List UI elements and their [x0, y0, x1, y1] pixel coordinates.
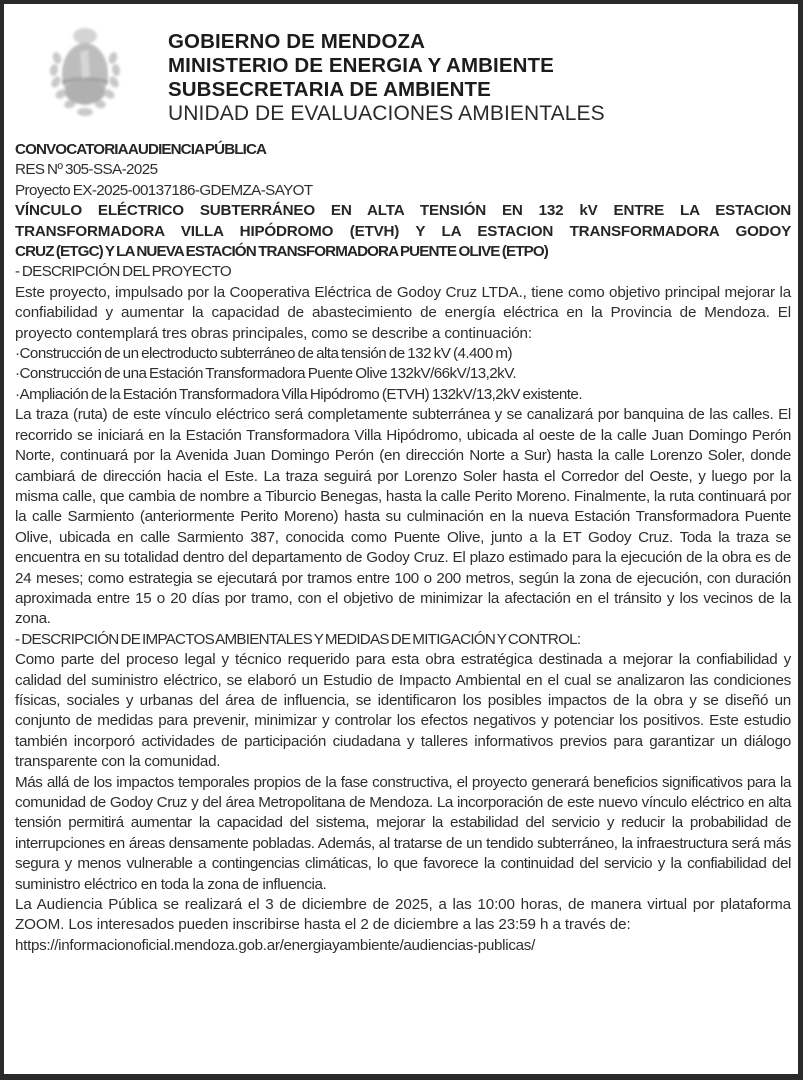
issuing-authority: [168, 30, 605, 126]
mendoza-coat-of-arms-icon: [46, 22, 124, 122]
notice-body: [15, 140, 791, 956]
hearing-details-paragraph: La Audiencia Pública se realizará el 3 de diciembre de 2025, a las 10:00 horas, de manera virtual por plataforma ZOOM. Los interesados pueden inscribirse hasta el 2 de diciembre a las 23:59 h a través de:: [15, 896, 791, 934]
project-code: Proyecto EX-2025-00137186-GDEMZA-SAYOT: [15, 181, 313, 199]
government-name: GOBIERNO DE MENDOZA: [168, 30, 426, 53]
project-title-line: TRANSFORMADORA VILLA HIPÓDROMO (ETVH) Y LA ESTACION TRANSFORMADORA GODOY: [15, 222, 791, 240]
project-intro-paragraph: Este proyecto, impulsado por la Cooperativa Eléctrica de Godoy Cruz LTDA., tiene como objetivo principal mejorar la confiabilidad y aumentar la capacidad de abastecimiento de energía eléctrica en la Provincia de Mendoza. El proyecto contemplará tres obras principales, como se describe a continuación:: [15, 283, 791, 342]
subsecretariat-name: SUBSECRETARIA DE AMBIENTE: [168, 78, 491, 101]
resolution-number: RES Nº 305-SSA-2025: [15, 161, 158, 179]
section-heading-project-description: - DESCRIPCIÓN DEL PROYECTO: [15, 263, 231, 281]
project-title: [15, 201, 791, 262]
project-title-line: CRUZ (ETGC) Y LA NUEVA ESTACIÓN TRANSFORMADORA PUENTE OLIVE (ETPO): [15, 243, 548, 261]
works-list-item: ·Ampliación de la Estación Transformadora Villa Hipódromo (ETVH) 132kV/13,2kV existente.: [15, 385, 582, 403]
project-title-line: VÍNCULO ELÉCTRICO SUBTERRÁNEO EN ALTA TENSIÓN EN 132 kV ENTRE LA ESTACION: [15, 202, 791, 220]
ministry-name: MINISTERIO DE ENERGIA Y AMBIENTE: [168, 54, 554, 77]
works-list-item: ·Construcción de una Estación Transformadora Puente Olive 132kV/66kV/13,2kV.: [15, 365, 517, 383]
section-heading-environmental-impacts: - DESCRIPCIÓN DE IMPACTOS AMBIENTALES Y MEDIDAS DE MITIGACIÓN Y CONTROL:: [15, 630, 581, 648]
registration-link[interactable]: https://informacionoficial.mendoza.gob.ar/energiayambiente/audiencias-publicas/: [15, 936, 535, 954]
notice-header: [4, 4, 798, 139]
route-paragraph: La traza (ruta) de este vínculo eléctrico será completamente subterránea y se canalizará por banquina de las calles. El recorrido se iniciará en la Estación Transformadora Villa Hipódromo, ubicada al oeste de la calle Juan Domingo Perón Norte, continuará por la Avenida Juan Domingo Perón (en dirección Norte a Sur) hasta la calle Lorenzo Soler, donde cambiará de dirección hacia el Este. La traza seguirá por Lorenzo Soler hasta el Corredor del Oeste, y luego por la misma calle, que cambia de nombre a Tiburcio Benegas, hasta la calle Perito Moreno. Finalmente, la ruta continuará por la calle Sarmiento (anteriormente Perito Moreno) hasta su culminación en la nueva Estación Transformadora Puente Olive, ubicada en calle Sarmiento 387, conocida como Puente Olive, junto a la ET Godoy Cruz. Toda la traza se encuentra en su totalidad dentro del departamento de Godoy Cruz. El plazo estimado para la ejecución de la obra es de 24 meses; como estrategia se ejecutará por tramos entre 100 o 200 metros, según la zona de ejecución, con duración aproximada entre 15 o 20 días por tramo, con el objetivo de minimizar la afectación en el tránsito y los vecinos de la zona.: [15, 406, 791, 628]
works-list-item: ·Construcción de un electroducto subterráneo de alta tensión de 132 kV (4.400 m): [15, 345, 512, 363]
notice-heading: CONVOCATORIA AUDIENCIA PÚBLICA: [15, 141, 267, 158]
impacts-paragraph: Como parte del proceso legal y técnico requerido para esta obra estratégica destinada a mejorar la confiabilidad y calidad del suministro eléctrico, se elaboró un Estudio de Impacto Ambiental en el cual se analizaron las condiciones físicas, sociales y urbanas del área de influencia, se identificaron los posibles impactos de la obra y se diseñó un conjunto de medidas para prevenir, minimizar y controlar los efectos negativos y potenciar los positivos. Este estudio también incorporó actividades de participación ciudadana y talleres informativos previos para garantizar un diálogo transparente con la comunidad.: [15, 651, 791, 771]
unit-name: UNIDAD DE EVALUACIONES AMBIENTALES: [168, 102, 605, 125]
benefits-paragraph: Más allá de los impactos temporales propios de la fase constructiva, el proyecto generará beneficios significativos para la comunidad de Godoy Cruz y del área Metropolitana de Mendoza. La incorporación de este nuevo vínculo eléctrico en alta tensión permitirá aumentar la capacidad del sistema, mejorar la estabilidad del servicio y reducir la probabilidad de interrupciones en áreas densamente pobladas. Además, al tratarse de un tendido subterráneo, la infraestructura será más segura y menos vulnerable a contingencias climáticas, lo que favorece la continuidad del servicio y la confiabilidad del suministro eléctrico en toda la zona de influencia.: [15, 773, 791, 893]
works-list: [15, 344, 791, 405]
